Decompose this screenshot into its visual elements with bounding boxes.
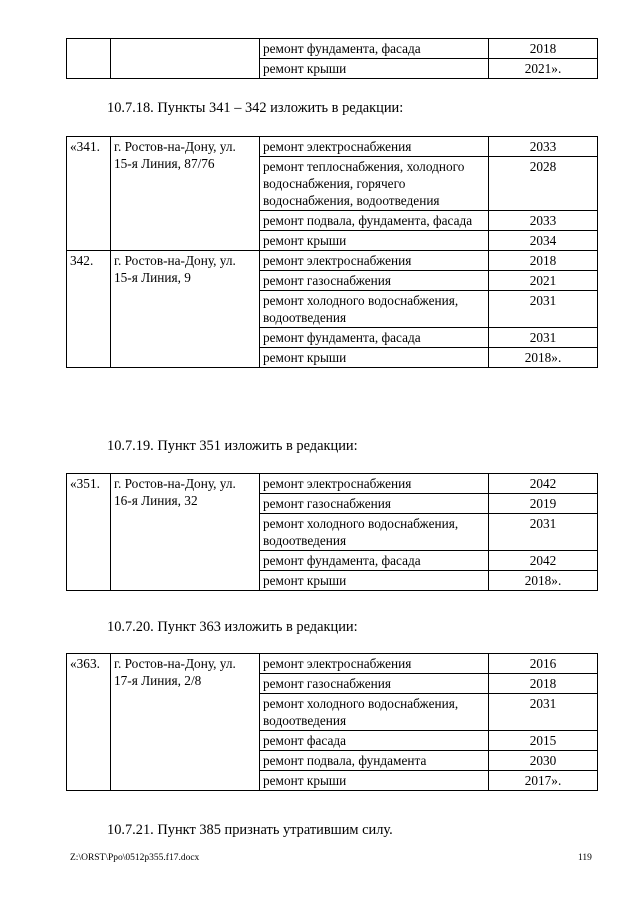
work-cell: ремонт холодного водоснабжения, водоотведения: [260, 694, 489, 731]
work-cell: ремонт электроснабжения: [260, 137, 489, 157]
year-cell: 2028: [489, 157, 598, 211]
work-cell: ремонт крыши: [260, 571, 489, 591]
address-cell: г. Ростов-на-Дону, ул. 15-я Линия, 87/76: [111, 137, 260, 251]
work-cell: ремонт подвала, фундамента: [260, 751, 489, 771]
year-cell: 2018: [489, 674, 598, 694]
work-cell: ремонт газоснабжения: [260, 674, 489, 694]
year-cell: 2042: [489, 551, 598, 571]
year-cell: 2031: [489, 328, 598, 348]
year-cell: 2016: [489, 654, 598, 674]
item-number-cell: «341.: [67, 137, 111, 251]
year-cell: 2018: [489, 39, 598, 59]
footer-page-number: 119: [578, 853, 592, 863]
table-item-363: [66, 653, 598, 791]
paragraph-10-7-18: 10.7.18. Пункты 341 – 342 изложить в редакции:: [107, 100, 404, 116]
work-cell: ремонт газоснабжения: [260, 271, 489, 291]
year-cell: 2017».: [489, 771, 598, 791]
work-cell: ремонт газоснабжения: [260, 494, 489, 514]
table-row: [67, 39, 598, 59]
work-cell: ремонт крыши: [260, 771, 489, 791]
work-cell: ремонт электроснабжения: [260, 654, 489, 674]
work-cell: ремонт фундамента, фасада: [260, 551, 489, 571]
year-cell: 2018».: [489, 348, 598, 368]
address-cell: г. Ростов-на-Дону, ул. 15-я Линия, 9: [111, 251, 260, 368]
work-cell: ремонт фундамента, фасада: [260, 328, 489, 348]
address-cell: г. Ростов-на-Дону, ул. 16-я Линия, 32: [111, 474, 260, 591]
paragraph-10-7-20: 10.7.20. Пункт 363 изложить в редакции:: [107, 619, 358, 635]
item-number-cell: [67, 39, 111, 79]
footer-file-path: Z:\ORST\Ppo\0512p355.f17.docx: [70, 853, 200, 863]
work-cell: ремонт подвала, фундамента, фасада: [260, 211, 489, 231]
work-cell: ремонт фундамента, фасада: [260, 39, 489, 59]
year-cell: 2030: [489, 751, 598, 771]
work-cell: ремонт фасада: [260, 731, 489, 751]
work-cell: ремонт холодного водоснабжения, водоотведения: [260, 291, 489, 328]
year-cell: 2021: [489, 271, 598, 291]
table-row: [67, 474, 598, 494]
year-cell: 2033: [489, 211, 598, 231]
item-number-cell: «351.: [67, 474, 111, 591]
table-row: [67, 251, 598, 271]
year-cell: 2033: [489, 137, 598, 157]
year-cell: 2031: [489, 291, 598, 328]
year-cell: 2031: [489, 514, 598, 551]
year-cell: 2019: [489, 494, 598, 514]
table-continuation: [66, 38, 598, 79]
year-cell: 2018».: [489, 571, 598, 591]
work-cell: ремонт теплоснабжения, холодного водоснабжения, горячего водоснабжения, водоотведения: [260, 157, 489, 211]
year-cell: 2015: [489, 731, 598, 751]
work-cell: ремонт электроснабжения: [260, 251, 489, 271]
address-cell: г. Ростов-на-Дону, ул. 17-я Линия, 2/8: [111, 654, 260, 791]
table-items-341-342: [66, 136, 598, 368]
year-cell: 2034: [489, 231, 598, 251]
work-cell: ремонт крыши: [260, 348, 489, 368]
year-cell: 2042: [489, 474, 598, 494]
work-cell: ремонт крыши: [260, 231, 489, 251]
paragraph-10-7-21: 10.7.21. Пункт 385 признать утратившим силу.: [107, 822, 393, 838]
work-cell: ремонт холодного водоснабжения, водоотведения: [260, 514, 489, 551]
item-number-cell: «363.: [67, 654, 111, 791]
table-row: [67, 137, 598, 157]
work-cell: ремонт крыши: [260, 59, 489, 79]
address-cell: [111, 39, 260, 79]
table-row: [67, 654, 598, 674]
year-cell: 2031: [489, 694, 598, 731]
year-cell: 2018: [489, 251, 598, 271]
item-number-cell: 342.: [67, 251, 111, 368]
table-item-351: [66, 473, 598, 591]
year-cell: 2021».: [489, 59, 598, 79]
work-cell: ремонт электроснабжения: [260, 474, 489, 494]
paragraph-10-7-19: 10.7.19. Пункт 351 изложить в редакции:: [107, 438, 358, 454]
